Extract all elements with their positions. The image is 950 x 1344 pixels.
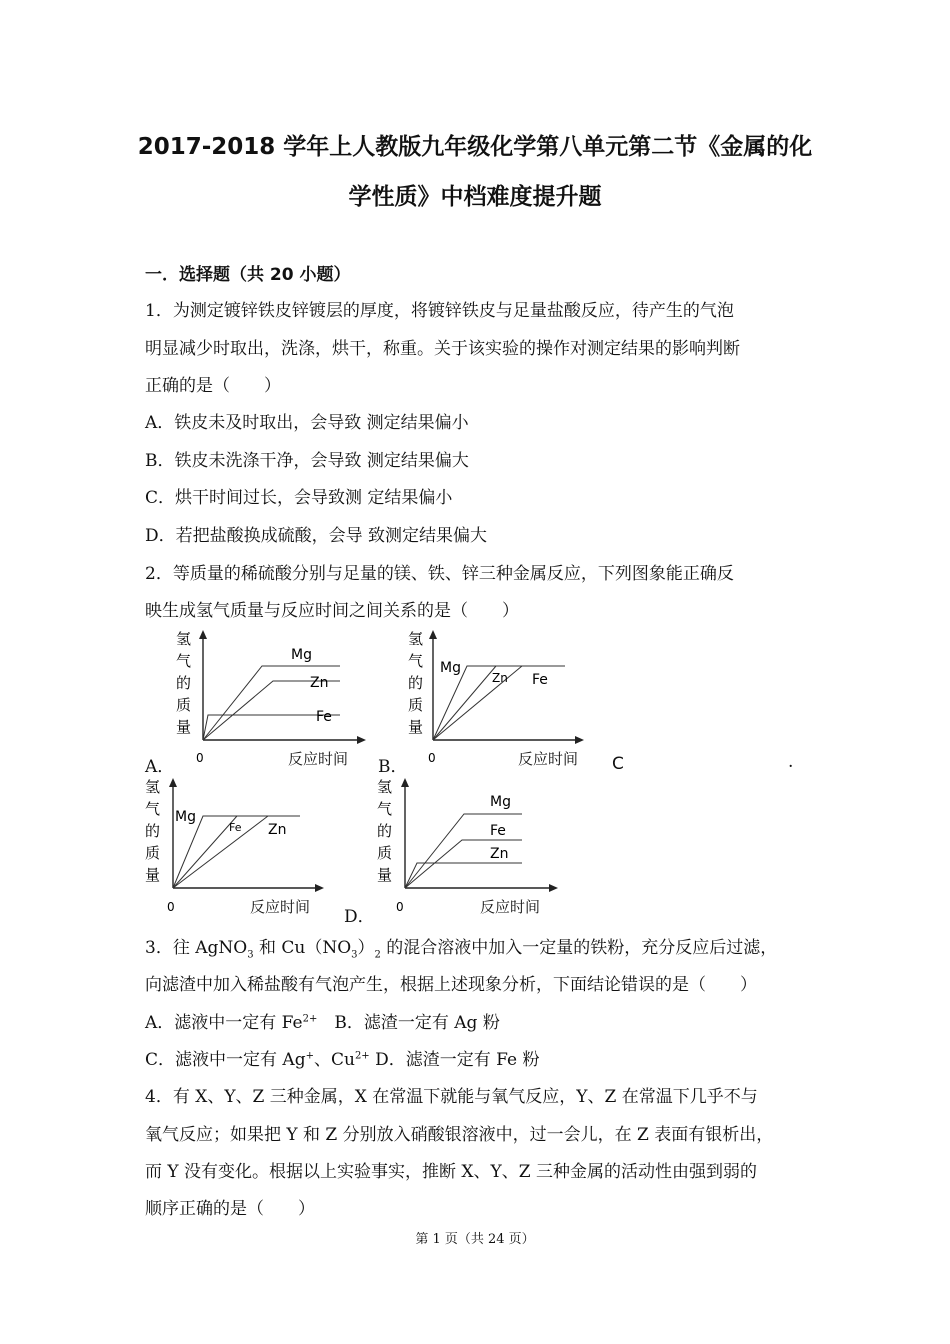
label-mg: Mg (440, 660, 461, 676)
origin-label: 0 (428, 751, 436, 765)
chart-b (400, 626, 600, 768)
chart-d-xlabel: 反应时间 (480, 898, 541, 916)
q1-option-b: B．铁皮未洗涤干净，会导致 测定结果偏大 (145, 451, 469, 471)
q1-stem-line: 1．为测定镀锌铁皮锌镀层的厚度，将镀锌铁皮与足量盐酸反应，待产生的气泡 (145, 301, 734, 321)
series-fe (433, 666, 522, 740)
chart-c-xlabel: 反应时间 (250, 898, 311, 916)
q2-stem-line: 映生成氢气质量与反应时间之间关系的是（ ） (145, 601, 519, 621)
section-heading: 一．选择题（共 20 小题） (145, 265, 351, 285)
q3-options-cd (145, 1045, 539, 1070)
y-label-char: 质 (408, 696, 424, 714)
label-fe: Fe (490, 823, 506, 839)
q3-option-b: B．滤渣一定有 Ag 粉 (317, 1013, 500, 1033)
label-mg: Mg (291, 647, 312, 663)
label-mg: Mg (175, 809, 196, 825)
series-zn (433, 666, 496, 740)
label-zn: Zn (310, 675, 329, 691)
origin-label: 0 (196, 751, 204, 765)
q4-stem-line: 氧气反应；如果把 Y 和 Z 分别放入硝酸银溶液中，过一会儿，在 Z 表面有银析出， (145, 1125, 774, 1145)
q2-option-c-dot: . (788, 752, 794, 772)
q3-text: 和 Cu（NO (253, 938, 352, 958)
y-axis-label (176, 630, 191, 736)
doc-title-line2: 学性质》中档难度提升题 (348, 184, 602, 210)
label-zn: Zn (490, 846, 509, 862)
q3-superscript: 2+ (302, 1013, 318, 1025)
y-axis-label (377, 778, 392, 884)
y-label-char: 气 (145, 800, 161, 818)
y-label-char: 氢 (377, 778, 393, 796)
q2-stem-line: 2．等质量的稀硫酸分别与足量的镁、铁、锌三种金属反应，下列图象能正确反 (145, 564, 734, 584)
y-axis-arrow (429, 630, 437, 639)
q2-option-d-label: D． (344, 907, 375, 927)
y-label-char: 氢 (176, 630, 192, 648)
y-label-char: 气 (408, 652, 424, 670)
q3-options-ab (145, 1008, 500, 1033)
q3-subscript: 2 (374, 949, 381, 961)
series-zn (173, 816, 268, 888)
y-axis-arrow (169, 778, 177, 787)
y-label-char: 量 (145, 866, 161, 884)
q4-stem-line: 而 Y 没有变化。根据以上实验事实，推断 X、Y、Z 三种金属的活动性由强到弱的 (145, 1162, 757, 1182)
q2-option-b-label: B． (378, 757, 408, 777)
y-label-char: 气 (176, 652, 192, 670)
q4-stem-line: 4．有 X、Y、Z 三种金属，X 在常温下就能与氧气反应，Y、Z 在常温下几乎不与 (145, 1087, 758, 1107)
q3-text: ） (357, 938, 375, 958)
y-label-char: 质 (145, 844, 161, 862)
y-label-char: 的 (176, 674, 192, 692)
y-label-char: 的 (145, 822, 161, 840)
q3-text: 3．往 AgNO (145, 938, 248, 958)
x-axis-arrow (575, 736, 584, 744)
y-label-char: 氢 (145, 778, 161, 796)
chart-a (170, 626, 370, 768)
chart-d (372, 774, 572, 916)
chart-c (140, 774, 340, 916)
origin-label: 0 (167, 900, 175, 914)
q3-subscript: 3 (247, 949, 254, 961)
series-fe (173, 816, 237, 888)
chart-b-xlabel: 反应时间 (518, 750, 579, 768)
y-label-char: 质 (377, 844, 393, 862)
y-label-char: 的 (377, 822, 393, 840)
y-axis-label (145, 778, 160, 884)
q4-stem-line: 顺序正确的是（ ） (145, 1199, 315, 1219)
y-label-char: 的 (408, 674, 424, 692)
origin-label: 0 (396, 900, 404, 914)
q3-stem-line (145, 933, 777, 960)
q3-superscript: 2+ (354, 1050, 370, 1062)
y-axis-arrow (199, 630, 207, 639)
y-label-char: 量 (176, 718, 192, 736)
q2-option-c-label: C (612, 754, 624, 774)
page-footer: 第 1 页（共 24 页） (415, 1232, 535, 1247)
label-fe: Fe (229, 821, 242, 834)
x-axis-arrow (315, 884, 324, 892)
y-label-char: 质 (176, 696, 192, 714)
x-axis-arrow (549, 884, 558, 892)
label-zn: Zn (492, 671, 508, 685)
q3-option-a: A．滤液中一定有 Fe (145, 1013, 303, 1033)
q1-stem-line: 明显减少时取出，洗涤，烘干，称重。关于该实验的操作对测定结果的影响判断 (145, 339, 740, 359)
doc-title-line1: 2017-2018 学年上人教版九年级化学第八单元第二节《金属的化 (137, 134, 813, 160)
q2-option-a-label: A． (145, 757, 175, 777)
label-mg: Mg (490, 794, 511, 810)
x-axis-arrow (357, 736, 366, 744)
y-label-char: 量 (377, 866, 393, 884)
q1-option-d: D．若把盐酸换成硫酸，会导 致测定结果偏大 (145, 526, 488, 546)
label-fe: Fe (316, 709, 332, 725)
y-axis-arrow (401, 778, 409, 787)
y-label-char: 气 (377, 800, 393, 818)
q3-text: 的混合溶液中加入一定量的铁粉，充分反应后过滤， (380, 938, 778, 958)
label-fe: Fe (532, 672, 548, 688)
y-label-char: 量 (408, 718, 424, 736)
q3-option-d: D．滤渣一定有 Fe 粉 (369, 1050, 540, 1070)
q3-subscript: 3 (351, 949, 358, 961)
q3-superscript: + (305, 1050, 314, 1062)
q3-option-c: C．滤液中一定有 Ag (145, 1050, 306, 1070)
label-zn: Zn (268, 822, 287, 838)
q1-stem-line: 正确的是（ ） (145, 376, 281, 396)
y-axis-label (408, 630, 423, 736)
chart-a-xlabel: 反应时间 (288, 750, 349, 768)
y-label-char: 氢 (408, 630, 424, 648)
q1-option-c: C．烘干时间过长，会导致测 定结果偏小 (145, 488, 453, 508)
q1-option-a: A．铁皮未及时取出，会导致 测定结果偏小 (145, 413, 469, 433)
q3-option-c-mid: 、Cu (313, 1050, 355, 1070)
q3-stem-line: 向滤渣中加入稀盐酸有气泡产生，根据上述现象分析，下面结论错误的是（ ） (145, 975, 757, 995)
